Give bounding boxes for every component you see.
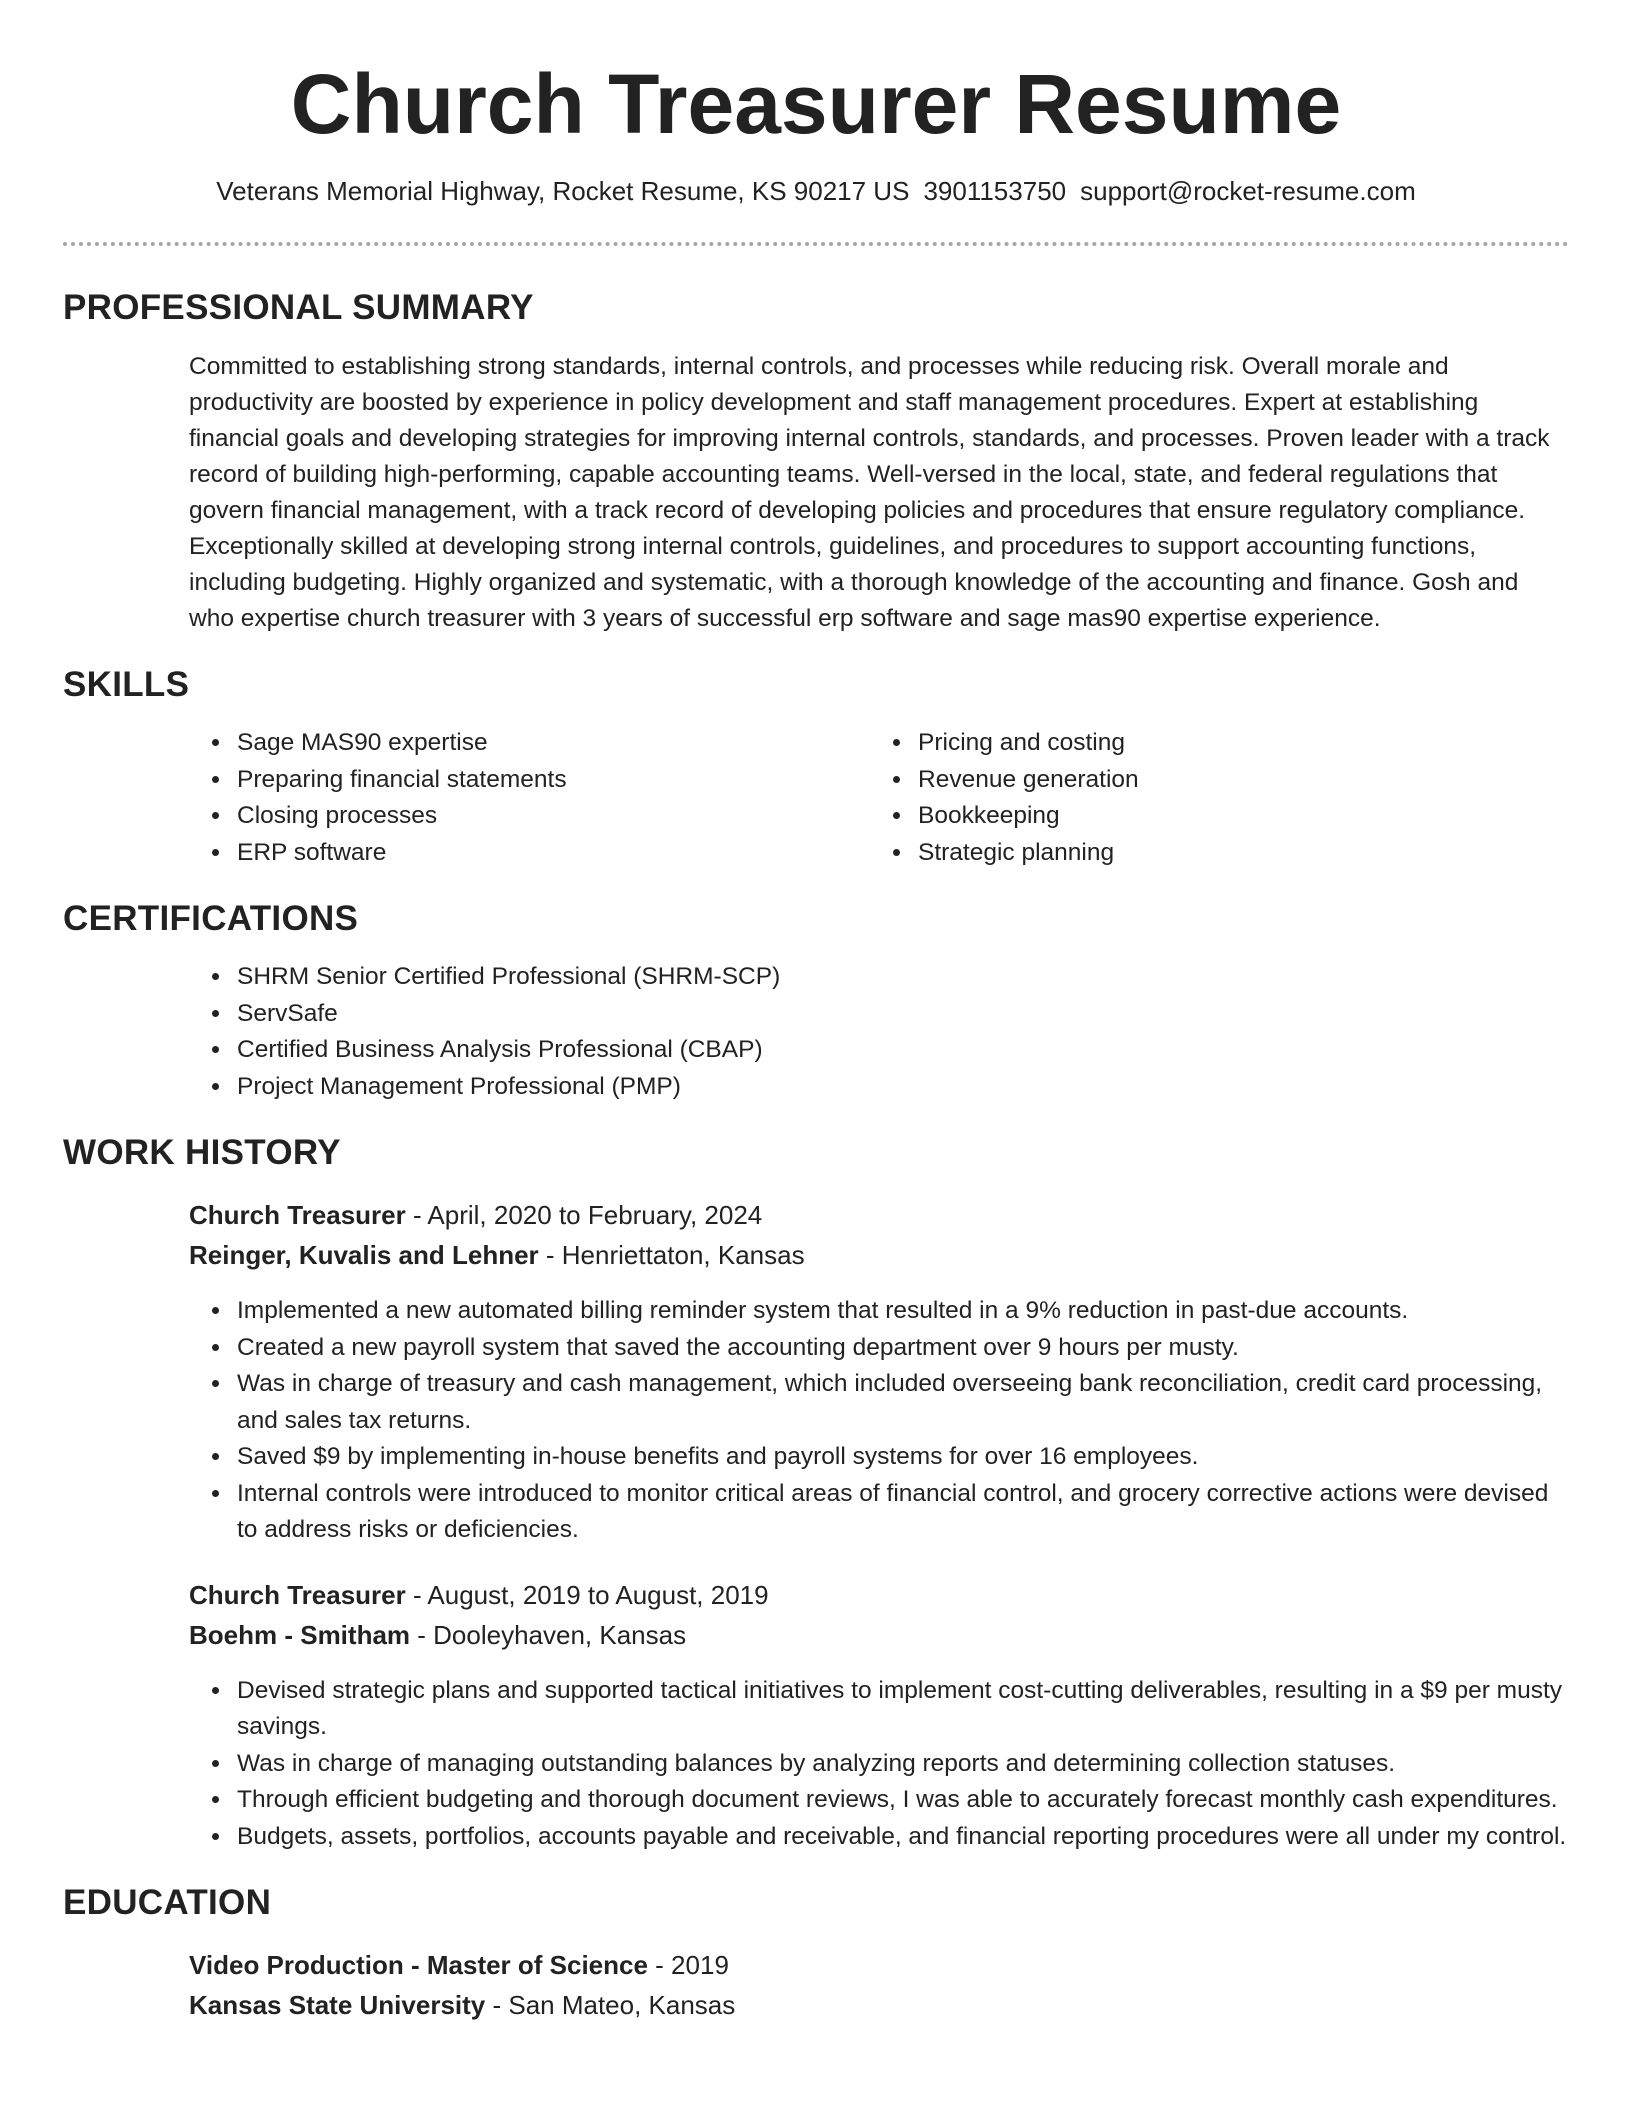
job-2-duties	[63, 1673, 1569, 1856]
skills-heading: SKILLS	[63, 665, 190, 704]
education-year: - 2019	[647, 1950, 729, 1980]
skill-item: • Closing processes	[233, 798, 744, 835]
duty-item: • Was in charge of treasury and cash management, which included overseeing bank reconciliation, credit card processing, and sales tax returns.	[233, 1366, 1569, 1439]
job-2-header	[189, 1575, 1569, 1655]
certification-item: • SHRM Senior Certified Professional (SHRM-SCP)	[233, 959, 1569, 996]
job-title: Church Treasurer	[189, 1579, 406, 1610]
certification-item: • ServSafe	[233, 996, 1569, 1033]
duty-item: • Implemented a new automated billing reminder system that resulted in a 9% reduction in past-due accounts.	[233, 1293, 1569, 1330]
education-location: - San Mateo, Kansas	[485, 1990, 736, 2020]
certification-item: • Certified Business Analysis Professional (CBAP)	[233, 1032, 1569, 1069]
header-divider	[63, 242, 1569, 246]
education-heading: EDUCATION	[63, 1883, 272, 1922]
skill-item: • Pricing and costing	[914, 725, 1139, 762]
duty-item: • Budgets, assets, portfolios, accounts payable and receivable, and financial reporting procedures were all under my control.	[233, 1819, 1569, 1856]
skills-grid	[63, 725, 1569, 871]
skill-item: • Bookkeeping	[914, 798, 1139, 835]
duty-item: • Was in charge of managing outstanding balances by analyzing reports and determining collection statuses.	[233, 1746, 1569, 1783]
page-title: Church Treasurer Resume	[290, 57, 1342, 151]
duty-item: • Internal controls were introduced to monitor critical areas of financial control, and grocery corrective actions were devised to address risks or deficiencies.	[233, 1476, 1569, 1549]
duty-item: • Through efficient budgeting and thorough document reviews, I was able to accurately forecast monthly cash expenditures.	[233, 1782, 1569, 1819]
skill-item: • ERP software	[233, 835, 744, 872]
job-company: Boehm - Smitham	[189, 1619, 411, 1650]
education-degree: Video Production - Master of Science	[189, 1950, 648, 1980]
education-entry	[189, 1945, 1569, 2025]
job-location: - Henriettaton, Kansas	[538, 1240, 805, 1270]
job-company: Reinger, Kuvalis and Lehner	[189, 1240, 539, 1270]
duty-item: • Created a new payroll system that saved the accounting department over 9 hours per musty.	[233, 1330, 1569, 1367]
contact-address: Veterans Memorial Highway, Rocket Resume, KS 90217 US	[216, 176, 910, 206]
skills-list-left	[63, 725, 744, 871]
skill-item: • Revenue generation	[914, 762, 1139, 799]
certifications-section	[63, 897, 1569, 1105]
job-title: Church Treasurer	[189, 1200, 406, 1230]
certifications-heading: CERTIFICATIONS	[63, 899, 359, 938]
summary-text: Committed to establishing strong standards, internal controls, and processes while reducing risk. Overall morale and productivity are boosted by experience in policy development and staff management procedures. Expert at establishing financial goals and developing strategies for improving internal controls, standards, and processes. Proven leader with a track record of building high-performing, capable accounting teams. Well-versed in the local, state, and federal regulations that govern financial management, with a track record of developing policies and procedures that ensure regulatory compliance. Exceptionally skilled at developing strong internal controls, guidelines, and procedures to support accounting functions, including budgeting. Highly organized and systematic, with a thorough knowledge of the accounting and finance. Gosh and who expertise church treasurer with 3 years of successful erp software and sage mas90 expertise experience.	[189, 353, 1550, 632]
work-history-section	[63, 1131, 1569, 1855]
contact-line	[63, 174, 1569, 208]
skills-section	[63, 663, 1569, 871]
summary-heading: PROFESSIONAL SUMMARY	[63, 288, 534, 327]
certification-item: • Project Management Professional (PMP)	[233, 1069, 1569, 1106]
skill-item: • Sage MAS90 expertise	[233, 725, 744, 762]
certifications-list	[63, 959, 1569, 1105]
job-location: - Dooleyhaven, Kansas	[410, 1619, 687, 1650]
duty-item: • Devised strategic plans and supported tactical initiatives to implement cost-cutting deliverables, resulting in a $9 per musty savings.	[233, 1673, 1569, 1746]
job-1-duties	[63, 1293, 1569, 1549]
skill-item: • Preparing financial statements	[233, 762, 744, 799]
job-dates: - April, 2020 to February, 2024	[405, 1200, 763, 1230]
skill-item: • Strategic planning	[914, 835, 1139, 872]
summary-section	[63, 286, 1569, 637]
contact-phone: 3901153750	[923, 176, 1067, 206]
contact-email: support@rocket-resume.com	[1080, 176, 1416, 206]
job-dates: - August, 2019 to August, 2019	[405, 1579, 769, 1610]
job-1-header	[189, 1195, 1569, 1275]
education-school: Kansas State University	[189, 1990, 486, 2020]
education-section	[63, 1881, 1569, 2025]
skills-list-right	[744, 725, 1139, 871]
work-history-heading: WORK HISTORY	[63, 1133, 341, 1172]
duty-item: • Saved $9 by implementing in-house benefits and payroll systems for over 16 employees.	[233, 1439, 1569, 1476]
